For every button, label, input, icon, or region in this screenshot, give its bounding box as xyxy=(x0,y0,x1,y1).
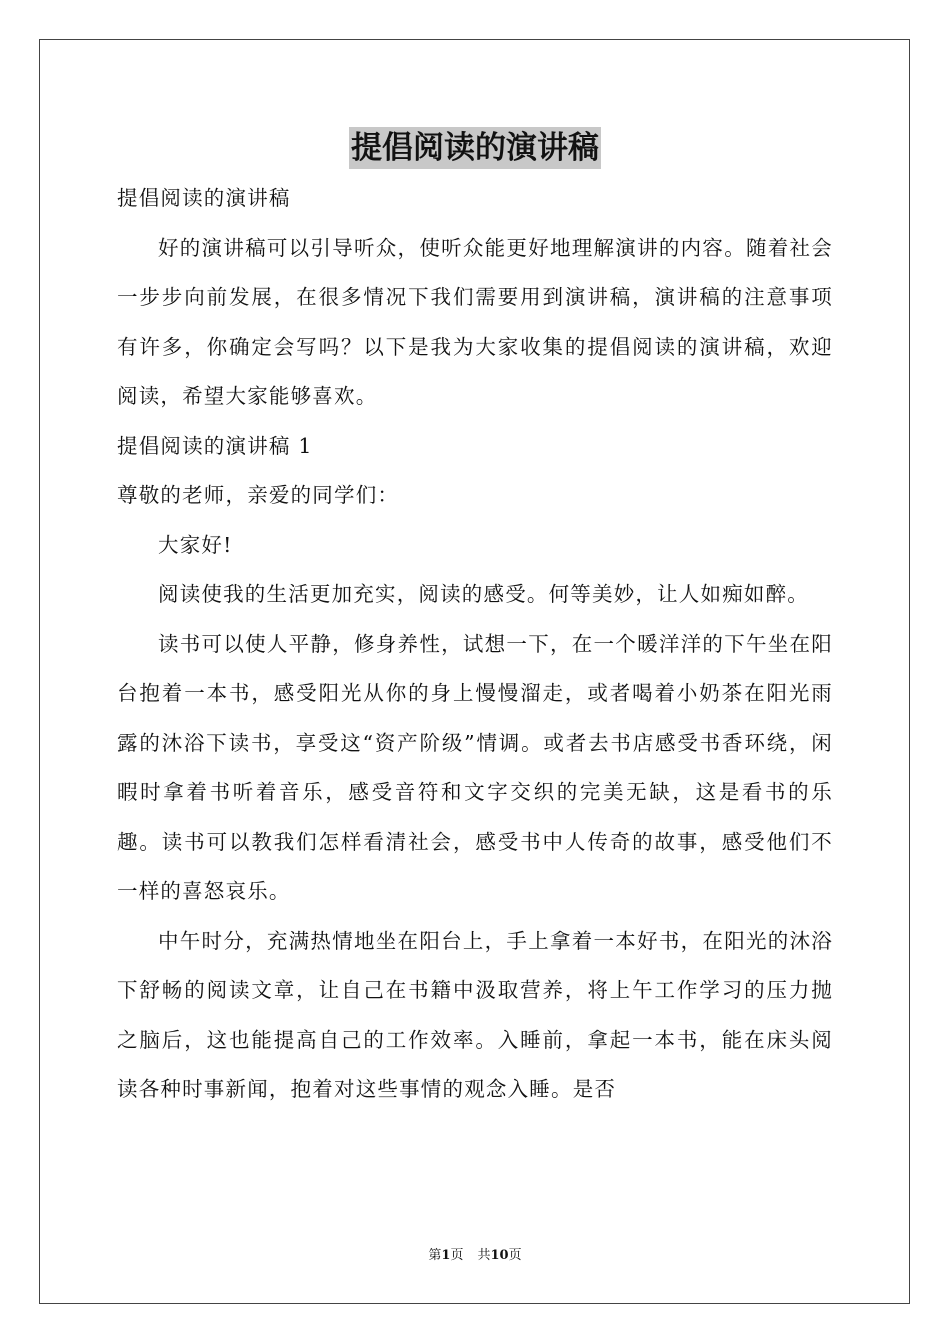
page-footer xyxy=(0,1247,950,1265)
paragraph: 尊敬的老师，亲爱的同学们： xyxy=(117,483,400,507)
paragraph: 读书可以使人平静，修身养性，试想一下，在一个暖洋洋的下午坐在阳台抱着一本书，感受阳光从你的身上慢慢溜走，或者喝着小奶茶在阳光雨露的沐浴下读书，享受这“资产阶级”情调。或者去书店感受书香环绕，闲暇时拿着书听着音乐，感受音符和文字交织的完美无缺，这是看书的乐趣。读书可以教我们怎样看清社会，感受书中人传奇的故事，感受他们不一样的喜怒哀乐。 xyxy=(117,631,833,903)
paragraph: 中午时分，充满热情地坐在阳台上，手上拿着一本好书，在阳光的沐浴下舒畅的阅读文章，让自己在书籍中汲取营养，将上午工作学习的压力抛之脑后，这也能提高自己的工作效率。入睡前，拿起一本书，能在床头阅读各种时事新闻，抱着对这些事情的观念入睡。是否 xyxy=(117,928,833,1101)
title-container xyxy=(0,127,950,169)
paragraph: 阅读使我的生活更加充实，阅读的感受。何等美妙，让人如痴如醉。 xyxy=(158,582,809,606)
footer-page-number: 1 xyxy=(441,1248,451,1263)
document-title: 提倡阅读的演讲稿 xyxy=(349,127,601,169)
paragraph: 大家好! xyxy=(158,532,233,557)
footer-total-suffix: 页 xyxy=(508,1248,522,1263)
footer-total-pages: 10 xyxy=(490,1248,509,1263)
footer-page-suffix: 页 xyxy=(450,1248,464,1263)
paragraph: 好的演讲稿可以引导听众，使听众能更好地理解演讲的内容。随着社会一步步向前发展，在很多情况下我们需要用到演讲稿，演讲稿的注意事项有许多，你确定会写吗？以下是我为大家收集的提倡阅读的演讲稿，欢迎阅读，希望大家能够喜欢。 xyxy=(117,235,833,408)
paragraph: 提倡阅读的演讲稿 1 xyxy=(117,433,313,458)
paragraph: 提倡阅读的演讲稿 xyxy=(117,186,291,210)
document-body xyxy=(117,174,833,1115)
footer-page-prefix: 第 xyxy=(428,1248,442,1263)
footer-total-prefix: 共 xyxy=(477,1248,491,1263)
